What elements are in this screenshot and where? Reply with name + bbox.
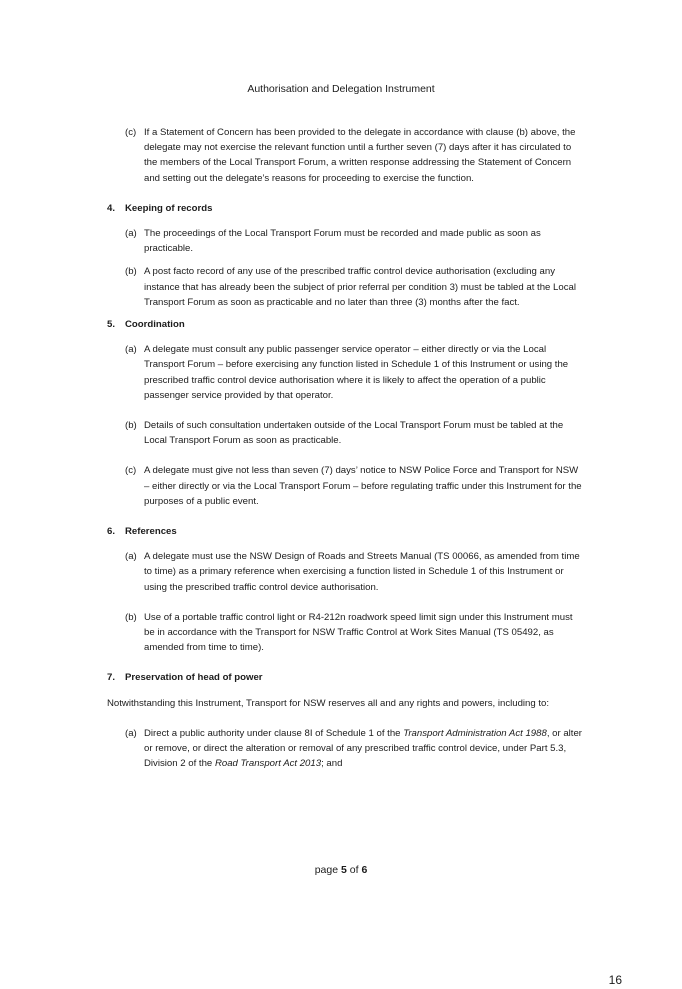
clause-5b — [107, 418, 585, 448]
page-footer — [0, 864, 682, 876]
document-body — [107, 125, 585, 772]
page-prefix: page — [314, 864, 339, 876]
clause-5a — [107, 342, 585, 403]
section-number: 4. — [107, 202, 116, 214]
clause-label: (a) — [125, 551, 137, 563]
section-heading-4 — [107, 201, 585, 216]
page-current: 5 — [340, 864, 347, 876]
clause-3c — [107, 125, 585, 186]
clause-7a — [107, 726, 585, 772]
act-name: Transport Administration Act 1988 — [403, 727, 547, 739]
clause-text — [144, 728, 582, 769]
clause-label: (b) — [125, 266, 137, 278]
clause-label: (c) — [125, 465, 137, 477]
section-number: 6. — [107, 526, 116, 538]
clause-label: (b) — [125, 420, 137, 432]
clause-text-part: Direct a public authority under clause 8I of Schedule 1 of the — [144, 727, 404, 739]
page-total: 6 — [361, 864, 368, 876]
section-title: Preservation of head of power — [125, 672, 263, 684]
clause-text: Details of such consultation undertaken outside of the Local Transport Forum must be tabled at the Local Transport Forum as soon as practicable. — [144, 420, 564, 447]
act-name: Road Transport Act 2013 — [214, 758, 322, 770]
clause-4b — [107, 264, 585, 310]
clause-text: Use of a portable traffic control light or R4-212n roadwork speed limit sign under this Instrument must be in accordance with the Transport for NSW Traffic Control at Work Sites Manual (TS 05492, as amended from time to time). — [144, 611, 573, 654]
section-title: Keeping of records — [125, 202, 213, 214]
clause-text: The proceedings of the Local Transport Forum must be recorded and made public as soon as practicable. — [144, 228, 541, 255]
clause-4a — [107, 226, 585, 256]
clause-label: (a) — [125, 344, 137, 356]
clause-label: (b) — [125, 611, 137, 623]
clause-6a — [107, 549, 585, 595]
clause-6b — [107, 610, 585, 656]
page-sep: of — [349, 864, 359, 876]
section-heading-5 — [107, 317, 585, 332]
clause-text: A post facto record of any use of the prescribed traffic control device authorisation (excluding any instance that has already been the subject of prior referral per condition 3) must be tabled at the Local Transport Forum as soon as practicable and no later than three (3) months after the fact. — [144, 266, 576, 308]
clause-text: If a Statement of Concern has been provided to the delegate in accordance with clause (b) above, the delegate may not exercise the relevant function until a further seven (7) days after it has circulated to the members of the Local Transport Forum, a written response addressing the Statement of Concern and setting out the delegate’s reasons for proceeding to exercise the function. — [144, 127, 576, 184]
clause-text-part: , or alter or remove, or direct the alteration or removal of any prescribed traffic control device, under Part 5.3, Division 2 of the — [144, 727, 583, 770]
clause-text: A delegate must consult any public passenger service operator – either directly or via the Local Transport Forum – before exercising any function listed in Schedule 1 of this Instrument or using the prescribed traffic control device authorisation where it is likely to affect the operation of a public passenger service provided by that operator. — [144, 344, 569, 401]
clause-label: (c) — [125, 127, 137, 138]
section-number: 5. — [107, 319, 116, 331]
sheet-number: 16 — [608, 973, 622, 987]
section-title: Coordination — [125, 319, 185, 331]
section-number: 7. — [107, 672, 116, 684]
section-paragraph: Notwithstanding this Instrument, Transport for NSW reserves all and any rights and powers, including to: — [107, 697, 550, 709]
clause-text: A delegate must use the NSW Design of Roads and Streets Manual (TS 00066, as amended from time to time) as a primary reference when exercising a function listed in Schedule 1 of this Instrument or using the prescribed traffic control device authorisation. — [144, 551, 580, 593]
page-header: Authorisation and Delegation Instrument — [247, 83, 435, 95]
section-heading-6 — [107, 524, 585, 539]
section-title: References — [125, 526, 177, 538]
clause-5c — [107, 463, 585, 509]
clause-label: (a) — [125, 228, 137, 240]
clause-label: (a) — [125, 727, 137, 739]
clause-text: A delegate must give not less than seven (7) days’ notice to NSW Police Force and Transport for NSW – either directly or via the Local Transport Forum – before regulating traffic under this Instrument for the purposes of a public event. — [144, 465, 582, 507]
section-heading-7 — [107, 670, 585, 685]
clause-text-part: ; and — [321, 758, 343, 770]
